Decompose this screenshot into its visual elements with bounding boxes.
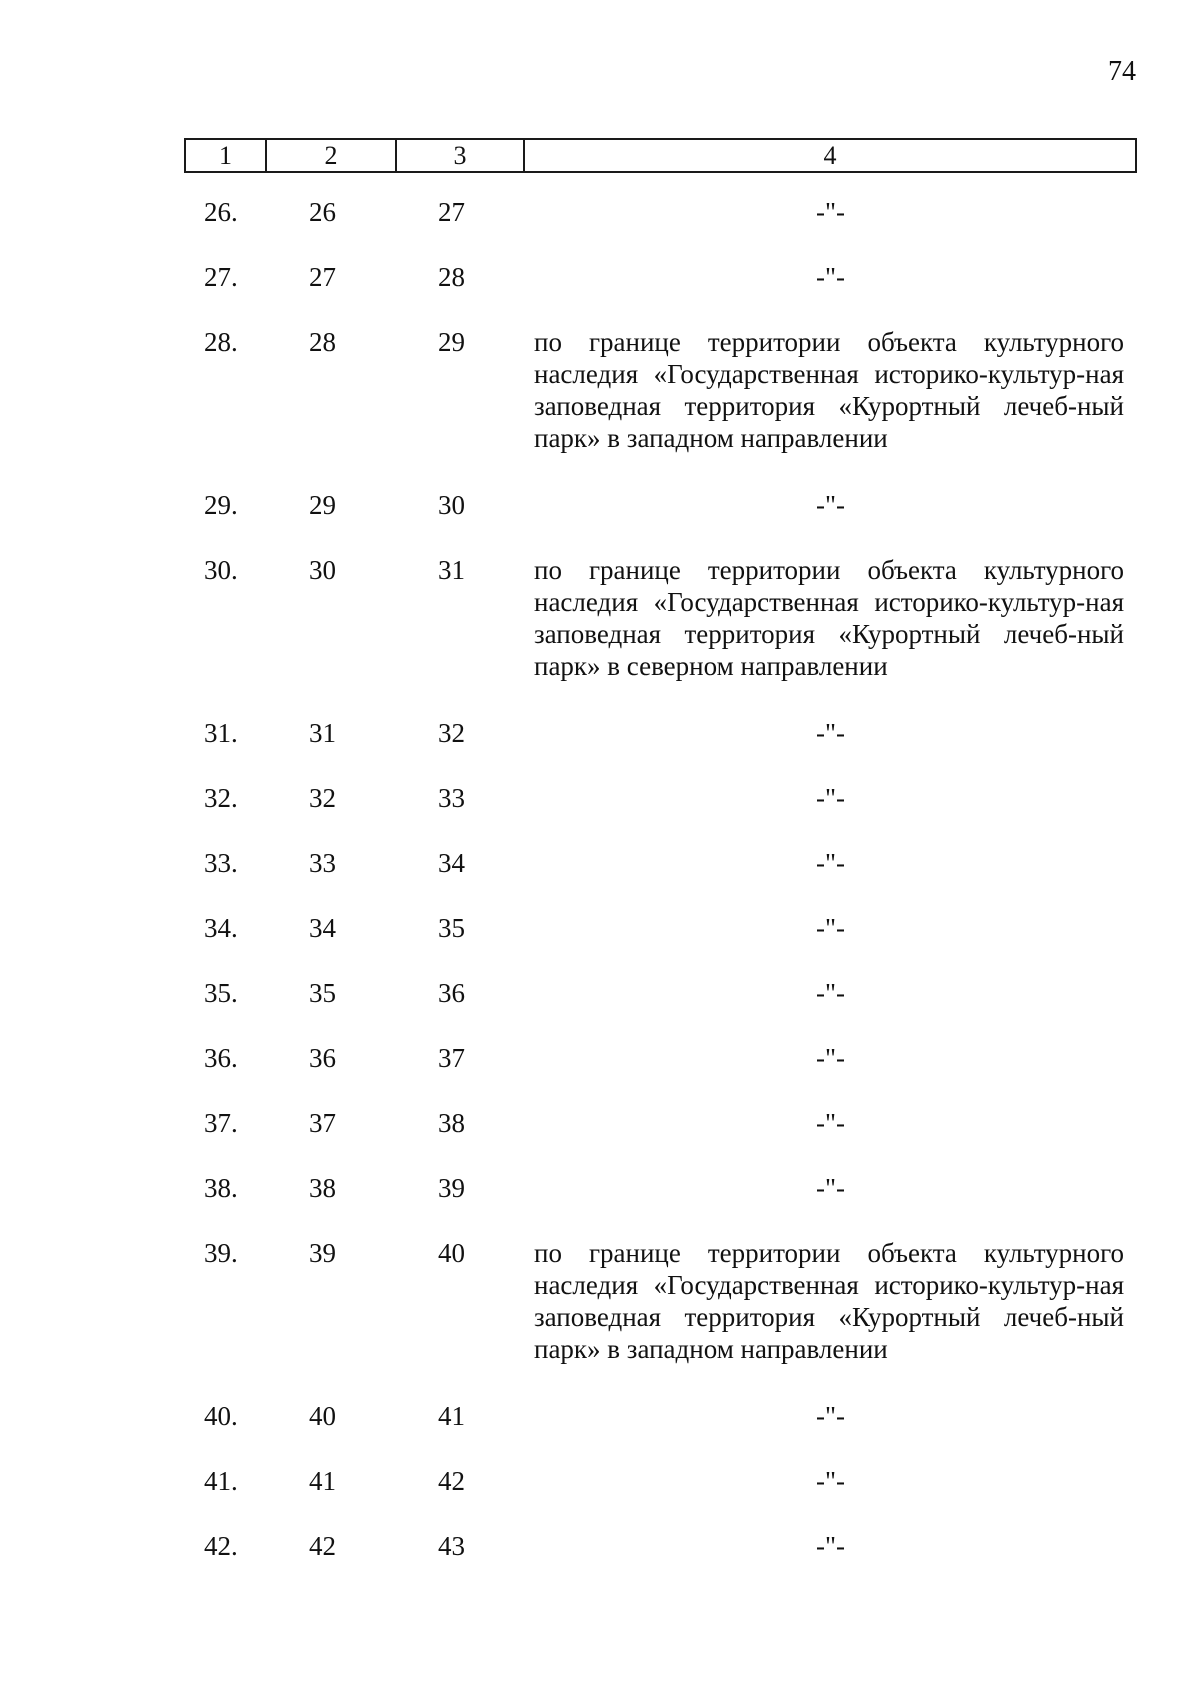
point-from: 30 <box>309 555 336 585</box>
row-number: 38. <box>204 1173 238 1203</box>
table-row <box>0 1107 1200 1172</box>
boundary-description: -"- <box>815 1173 845 1203</box>
point-from: 32 <box>309 783 336 813</box>
boundary-description: -"- <box>815 978 845 1008</box>
table-row <box>0 261 1200 326</box>
header-col-1: 1 <box>186 140 267 171</box>
row-number: 30. <box>204 555 238 585</box>
point-to: 33 <box>438 783 465 813</box>
point-to: 37 <box>438 1043 465 1073</box>
boundary-description: -"- <box>815 848 845 878</box>
point-to: 36 <box>438 978 465 1008</box>
table-row <box>0 977 1200 1042</box>
row-number: 40. <box>204 1401 238 1431</box>
point-to: 41 <box>438 1401 465 1431</box>
page-number: 74 <box>1108 56 1136 87</box>
table-row <box>0 782 1200 847</box>
row-number: 34. <box>204 913 238 943</box>
point-from: 31 <box>309 718 336 748</box>
point-from: 39 <box>309 1238 336 1268</box>
row-number: 42. <box>204 1531 238 1561</box>
boundary-description: -"- <box>815 262 845 292</box>
boundary-description: -"- <box>815 1043 845 1073</box>
point-from: 38 <box>309 1173 336 1203</box>
point-to: 34 <box>438 848 465 878</box>
point-to: 39 <box>438 1173 465 1203</box>
table-row <box>0 1172 1200 1237</box>
row-number: 28. <box>204 327 238 357</box>
boundary-description: -"- <box>815 718 845 748</box>
point-to: 43 <box>438 1531 465 1561</box>
point-from: 37 <box>309 1108 336 1138</box>
boundary-description: -"- <box>815 913 845 943</box>
row-number: 36. <box>204 1043 238 1073</box>
table-row <box>0 196 1200 261</box>
point-to: 32 <box>438 718 465 748</box>
point-to: 31 <box>438 555 465 585</box>
point-from: 28 <box>309 327 336 357</box>
row-number: 33. <box>204 848 238 878</box>
table-row <box>0 1465 1200 1530</box>
row-number: 32. <box>204 783 238 813</box>
point-to: 27 <box>438 197 465 227</box>
point-from: 27 <box>309 262 336 292</box>
table-row <box>0 489 1200 554</box>
point-to: 42 <box>438 1466 465 1496</box>
row-number: 41. <box>204 1466 238 1496</box>
point-from: 33 <box>309 848 336 878</box>
point-to: 40 <box>438 1238 465 1268</box>
table-row <box>0 912 1200 977</box>
boundary-description: -"- <box>815 1466 845 1496</box>
table-row <box>0 1237 1200 1400</box>
boundary-description: -"- <box>815 1531 845 1561</box>
row-number: 31. <box>204 718 238 748</box>
boundary-description: -"- <box>815 1401 845 1431</box>
boundary-description: по границе территории объекта культурного наследия «Государственная историко-культур-ная заповедная территория «Курортный лечеб-ный парк» в западном направлении <box>534 1238 1124 1364</box>
point-to: 35 <box>438 913 465 943</box>
point-to: 29 <box>438 327 465 357</box>
boundary-description: -"- <box>815 490 845 520</box>
table-header-row <box>184 138 1137 173</box>
table-row <box>0 554 1200 717</box>
row-number: 29. <box>204 490 238 520</box>
boundary-description: по границе территории объекта культурного наследия «Государственная историко-культур-ная заповедная территория «Курортный лечеб-ный парк» в западном направлении <box>534 327 1124 453</box>
boundary-description: -"- <box>815 1108 845 1138</box>
point-to: 30 <box>438 490 465 520</box>
header-col-4: 4 <box>823 141 837 170</box>
table-row <box>0 1042 1200 1107</box>
table-body <box>0 196 1200 1595</box>
row-number: 39. <box>204 1238 238 1268</box>
table-row <box>0 1400 1200 1465</box>
table-row <box>0 326 1200 489</box>
point-to: 28 <box>438 262 465 292</box>
point-from: 40 <box>309 1401 336 1431</box>
point-to: 38 <box>438 1108 465 1138</box>
table-row <box>0 717 1200 782</box>
boundary-description: -"- <box>815 783 845 813</box>
row-number: 35. <box>204 978 238 1008</box>
table-row <box>0 847 1200 912</box>
point-from: 34 <box>309 913 336 943</box>
boundary-description: -"- <box>815 197 845 227</box>
header-col-2: 2 <box>267 140 397 171</box>
header-col-3: 3 <box>397 140 525 171</box>
point-from: 26 <box>309 197 336 227</box>
point-from: 41 <box>309 1466 336 1496</box>
point-from: 36 <box>309 1043 336 1073</box>
point-from: 42 <box>309 1531 336 1561</box>
row-number: 27. <box>204 262 238 292</box>
row-number: 26. <box>204 197 238 227</box>
point-from: 35 <box>309 978 336 1008</box>
boundary-description: по границе территории объекта культурного наследия «Государственная историко-культур-ная заповедная территория «Курортный лечеб-ный парк» в северном направлении <box>534 555 1124 681</box>
point-from: 29 <box>309 490 336 520</box>
row-number: 37. <box>204 1108 238 1138</box>
table-row <box>0 1530 1200 1595</box>
